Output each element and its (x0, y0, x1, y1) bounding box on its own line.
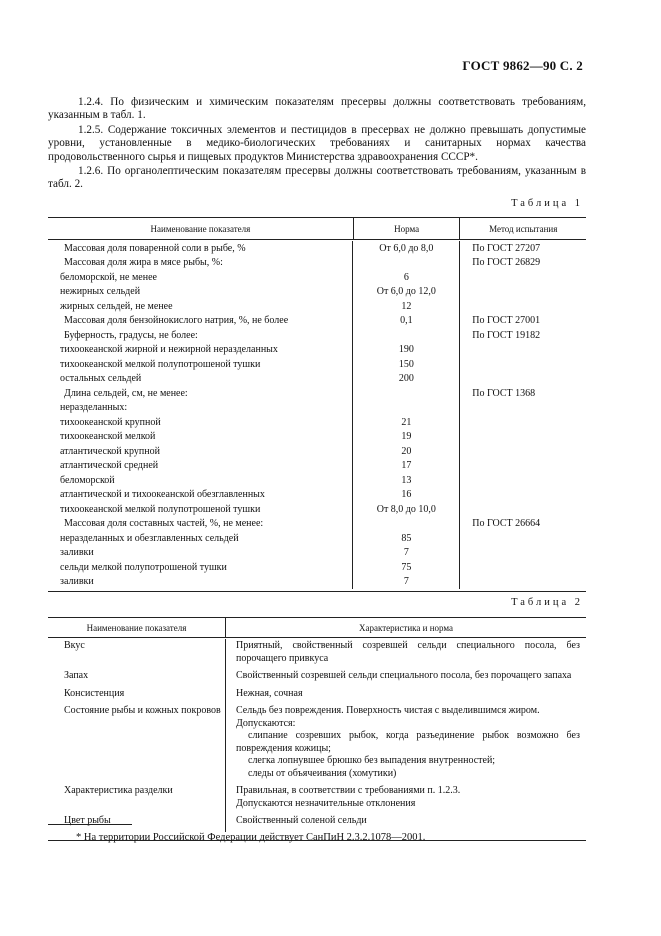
table1-cell-method (460, 415, 586, 430)
table1-cell-norm: 7 (353, 546, 460, 561)
table1-cell-name: тихоокеанской мелкой (48, 430, 353, 445)
table1-cell-method (460, 531, 586, 546)
table2-cell-characteristic (226, 814, 586, 832)
table1-cell-name: тихоокеанской мелкой полупотрошеной тушки (48, 502, 353, 517)
table1-cell-method (460, 343, 586, 358)
table2-header (48, 618, 586, 638)
characteristic-line: Допускаются незначительные отклонения (236, 797, 416, 809)
table1-cell-name: атлантической и тихоокеанской обезглавленных (48, 488, 353, 503)
table1-cell-norm: 20 (353, 444, 460, 459)
table-row (48, 270, 586, 285)
table-row (48, 687, 586, 705)
table1-cell-norm: 7 (353, 575, 460, 590)
characteristic-line: Нежная, сочная (236, 687, 303, 699)
table-row (48, 546, 586, 561)
table2-cell-characteristic (226, 784, 586, 814)
table1-cell-method (460, 285, 586, 300)
table1-cell-method: По ГОСТ 1368 (472, 387, 536, 399)
table1-cell-norm: От 6,0 до 12,0 (353, 285, 460, 300)
footnote-rule (48, 824, 132, 825)
table1-cell-name: Массовая доля поваренной соли в рыбе, % (48, 241, 353, 256)
table1-cell-method (460, 546, 586, 561)
table2-header-name: Наименование показателя (48, 618, 226, 637)
paragraph-1-2-4: 1.2.4. По физическим и химическим показателям пресервы должны соответствовать требованиям, указанным в табл. 1. (48, 96, 586, 122)
table1-cell-name: нежирных сельдей (48, 285, 353, 300)
table1-cell-name: тихоокеанской мелкой полупотрошеной тушки (48, 357, 353, 372)
table1-cell-method: По ГОСТ 27207 (472, 242, 541, 254)
table1-cell-method (460, 560, 586, 575)
table-row (48, 343, 586, 358)
table2-cell-name: Консистенция (48, 687, 226, 705)
table1-cell-name: неразделанных и обезглавленных сельдей (48, 531, 353, 546)
table1-cell-name: Длина сельдей, см, не менее: (48, 386, 353, 401)
table2-cell-name: Характеристика разделки (48, 784, 226, 814)
table1-caption: Таблица 1 (511, 198, 583, 209)
table1-cell-name: Массовая доля составных частей, %, не менее: (48, 517, 353, 532)
table-row (48, 704, 586, 784)
table1-cell-method (460, 270, 586, 285)
characteristic-line: Приятный, свойственный созревшей сельди специального посола, без порочащего привкуса (236, 640, 580, 664)
table-row (48, 314, 586, 329)
table2-header-characteristic: Характеристика и норма (358, 622, 454, 633)
table1-header (48, 218, 586, 240)
table-row (48, 415, 586, 430)
table1-cell-name: беломорской (48, 473, 353, 488)
table-row (48, 372, 586, 387)
paragraph-1-2-6: 1.2.6. По органолептическим показателям пресервы должны соответствовать требованиям, указанным в табл. 2. (48, 165, 586, 191)
table-row (48, 473, 586, 488)
table2-cell-name: Запах (48, 669, 226, 687)
table-row (48, 639, 586, 669)
table1-cell-norm: 17 (353, 459, 460, 474)
characteristic-line: Допускаются: (236, 717, 296, 729)
table1-cell-name: заливки (48, 575, 353, 590)
table-row (48, 430, 586, 445)
characteristic-line: Свойственный созревшей сельди специального посола, без порочащего запаха (236, 670, 572, 681)
table1-cell-name: заливки (48, 546, 353, 561)
table1-cell-method (460, 372, 586, 387)
table-row (48, 241, 586, 256)
table-row (48, 488, 586, 503)
table-row (48, 517, 586, 532)
characteristic-line: Сельдь без повреждения. Поверхность чистая с выделившимся жиром. (236, 705, 540, 716)
table1-cell-norm: 12 (353, 299, 460, 314)
table-row (48, 444, 586, 459)
characteristic-line: Правильная, в соответствии с требованиями п. 1.2.3. (236, 785, 461, 796)
table1-cell-name: неразделанных: (48, 401, 353, 416)
table-row (48, 299, 586, 314)
table1-cell-norm: 0,1 (353, 314, 460, 329)
table1-cell-method: По ГОСТ 19182 (472, 329, 541, 341)
table-row (48, 459, 586, 474)
table1-cell-norm: 190 (353, 343, 460, 358)
table1-cell-name: атлантической средней (48, 459, 353, 474)
table-row (48, 386, 586, 401)
characteristic-line: слегка лопнувшее брюшко без выпадения внутренностей; (248, 755, 496, 766)
table-row (48, 575, 586, 590)
table1-cell-method (460, 502, 586, 517)
table1-cell-method (460, 299, 586, 314)
table1-cell-name: сельди мелкой полупотрошеной тушки (48, 560, 353, 575)
table1-header-name: Наименование показателя (48, 218, 354, 239)
table1-header-norm: Норма (354, 218, 461, 239)
table2-cell-characteristic (226, 669, 586, 687)
table-row (48, 669, 586, 687)
table-row (48, 814, 586, 832)
table2-caption: Таблица 2 (511, 597, 583, 608)
table1 (48, 217, 586, 592)
table1-cell-name: беломорской, не менее (48, 270, 353, 285)
body-text (48, 96, 586, 193)
table-row (48, 401, 586, 416)
table1-cell-method: По ГОСТ 26664 (472, 518, 541, 530)
table1-cell-name: остальных сельдей (48, 372, 353, 387)
table2-cell-name: Вкус (48, 639, 226, 669)
footnote: * На территории Российской Федерации действует СанПиН 2.3.2.1078—2001. (76, 832, 426, 843)
table2-body (48, 638, 586, 840)
table1-cell-norm: 85 (353, 531, 460, 546)
table-row (48, 285, 586, 300)
table1-cell-method (460, 575, 586, 590)
characteristic-line: следы от объячеивания (хомутики) (248, 767, 397, 779)
table1-cell-norm: 21 (353, 415, 460, 430)
table1-cell-norm (353, 517, 460, 532)
table1-cell-method (460, 473, 586, 488)
table1-cell-method: По ГОСТ 26829 (472, 257, 541, 269)
table1-cell-method: По ГОСТ 27001 (472, 315, 541, 327)
table1-cell-method (460, 357, 586, 372)
table-row (48, 357, 586, 372)
table1-cell-norm (353, 401, 460, 416)
table1-cell-norm: 75 (353, 560, 460, 575)
table1-cell-norm (353, 386, 460, 401)
table1-cell-name: Буферность, градусы, не более: (48, 328, 353, 343)
table1-cell-norm: 200 (353, 372, 460, 387)
page-header: ГОСТ 9862—90 С. 2 (462, 58, 583, 73)
table2-cell-name: Цвет рыбы (48, 814, 226, 832)
table1-cell-name: тихоокеанской жирной и нежирной неразделанных (48, 343, 353, 358)
table-row (48, 784, 586, 814)
table2-cell-characteristic (226, 687, 586, 705)
table1-cell-name: тихоокеанской крупной (48, 415, 353, 430)
table-row (48, 531, 586, 546)
table2 (48, 617, 586, 841)
characteristic-line: слипание созревших рыбок, когда разъединение рыбок возможно без повреждения кожицы; (236, 730, 580, 754)
table2-cell-name: Состояние рыбы и кожных покровов (48, 704, 226, 784)
table1-cell-name: атлантической крупной (48, 444, 353, 459)
table-row (48, 328, 586, 343)
table1-cell-method (460, 488, 586, 503)
table1-cell-method (460, 401, 586, 416)
table1-cell-name: Массовая доля бензойнокислого натрия, %, не более (48, 314, 353, 329)
table1-cell-method (460, 444, 586, 459)
table1-cell-norm: От 6,0 до 8,0 (353, 241, 460, 256)
table2-cell-characteristic (226, 639, 586, 669)
table1-cell-norm: 13 (353, 473, 460, 488)
characteristic-line: Свойственный соленой сельди (236, 815, 367, 826)
table1-cell-norm: 6 (353, 270, 460, 285)
table1-cell-name: Массовая доля жира в мясе рыбы, %: (48, 256, 353, 271)
paragraph-1-2-5: 1.2.5. Содержание токсичных элементов и пестицидов в пресервах не должно превышать допустимые уровни, установленные в медико-биологических требованиях и санитарных нормах качества продовольственного сырья и пищевых продуктов Министерства здравоохранения СССР*. (48, 123, 586, 163)
table1-cell-norm (353, 328, 460, 343)
table1-cell-norm: 19 (353, 430, 460, 445)
table1-cell-norm: От 8,0 до 10,0 (353, 502, 460, 517)
table-row (48, 560, 586, 575)
table1-cell-norm: 150 (353, 357, 460, 372)
table1-header-method: Метод испытания (489, 223, 558, 234)
table1-cell-norm (353, 256, 460, 271)
table1-cell-method (460, 430, 586, 445)
table2-cell-characteristic (226, 704, 586, 784)
table1-cell-name: жирных сельдей, не менее (48, 299, 353, 314)
table-row (48, 256, 586, 271)
table-row (48, 502, 586, 517)
table1-cell-method (460, 459, 586, 474)
table1-body (48, 240, 586, 591)
table1-cell-norm: 16 (353, 488, 460, 503)
